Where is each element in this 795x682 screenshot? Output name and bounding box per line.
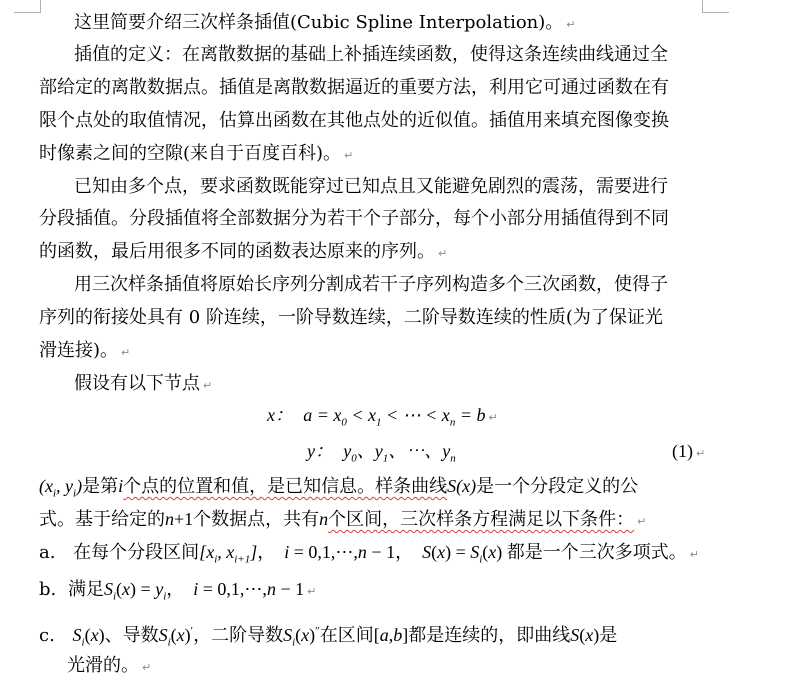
paragraph-definition-line-1: 插值的定义：在离散数据的基础上补插连续函数，使得这条连续曲线通过全 bbox=[74, 44, 668, 65]
equation-x-line: x： $a = x_0 < x_1$ < ⋯ < $x_n = b$ ↵ bbox=[267, 405, 498, 429]
condition-b: b. 满足$S_i(x) = y_i$， i = 0,1,⋯,n − 1 ↵ bbox=[39, 579, 317, 603]
equation-x-label: x： bbox=[267, 405, 293, 425]
point-tuple: ($x_i$, $y_i$) bbox=[39, 476, 83, 500]
paragraph-piecewise-line-2: 分段插值。分段插值将全部数据分为若干个子部分，每个小部分用插值得到不同 bbox=[39, 208, 669, 229]
paragraph-mark: ↵ bbox=[438, 247, 448, 260]
condition-c-line-2: 光滑的。 ↵ bbox=[67, 655, 152, 676]
margin-corner-right bbox=[702, 0, 729, 13]
equation-number: (1) ↵ bbox=[672, 441, 706, 461]
condition-c-line-1: c. $S_i(x)$、导数$S_i(x)'$，二阶导数$S_i(x)''$在区间[a,b]都是连续的，即曲线S(x)是 bbox=[39, 625, 618, 649]
spline-function: S(x) bbox=[447, 476, 477, 496]
paragraph-piecewise-line-3: 的函数，最后用很多不同的函数表达原来的序列。 ↵ bbox=[39, 241, 448, 262]
condition-b-label: b. bbox=[39, 579, 57, 600]
equation-y-line bbox=[307, 440, 456, 470]
equation-y-label: y： bbox=[307, 441, 333, 461]
paragraph-nodes-intro: 假设有以下节点 ↵ bbox=[74, 373, 213, 394]
paragraph-mark: ↵ bbox=[344, 149, 354, 162]
equation-y-chain: $y_0$、$y_1$、⋯、$y_n$ bbox=[338, 441, 456, 465]
paragraph-piecewise-line-1: 已知由多个点，要求函数既能穿过已知点且又能避免剧烈的震荡，需要进行 bbox=[74, 176, 668, 197]
paragraph-definition-line-2: 部给定的离散数据点。插值是离散数据逼近的重要方法，利用它可通过函数在有 bbox=[39, 77, 669, 98]
paragraph-definition-line-3: 限个点处的取值情况，估算出函数在其他点处的近似值。插值用来填充图像变换 bbox=[39, 110, 669, 131]
margin-corner-left bbox=[14, 0, 41, 13]
paragraph-cubic-line-1: 用三次样条插值将原始长序列分割成若干子序列构造多个三次函数，使得子 bbox=[74, 274, 668, 295]
paragraph-cubic-line-3: 滑连接)。 ↵ bbox=[39, 340, 131, 361]
paragraph-mark: ↵ bbox=[203, 379, 213, 392]
paragraph-mark: ↵ bbox=[566, 18, 576, 31]
condition-a: a. 在每个分段区间[$x_i$, $x_{i+1}$]， i = 0,1,⋯,n − 1， $S(x) = S_i(x)$ 都是一个三次多项式。 ↵ bbox=[39, 542, 700, 566]
condition-c-label: c. bbox=[39, 625, 55, 646]
explanation-line-1: ($x_i$, $y_i$)是第i个点的位置和值，是已知信息。样条曲线S(x)是一个分段定义的公 bbox=[39, 476, 639, 500]
paragraph-intro: 这里简要介绍三次样条插值(Cubic Spline Interpolation)。 ↵ bbox=[74, 12, 576, 33]
explanation-line-2: 式。基于给定的n+1个数据点，共有n个区间，三次样条方程满足以下条件： ↵ bbox=[39, 509, 647, 530]
paragraph-mark: ↵ bbox=[121, 346, 131, 359]
paragraph-cubic-line-2: 序列的衔接处具有 0 阶连续，一阶导数连续，二阶导数连续的性质(为了保证光 bbox=[39, 307, 663, 328]
equation-x-chain: $a = x_0 < x_1$ < ⋯ < $x_n = b$ bbox=[298, 405, 486, 429]
paragraph-definition-line-4: 时像素之间的空隙(来自于百度百科)。 ↵ bbox=[39, 143, 354, 164]
condition-a-label: a. bbox=[39, 542, 56, 563]
